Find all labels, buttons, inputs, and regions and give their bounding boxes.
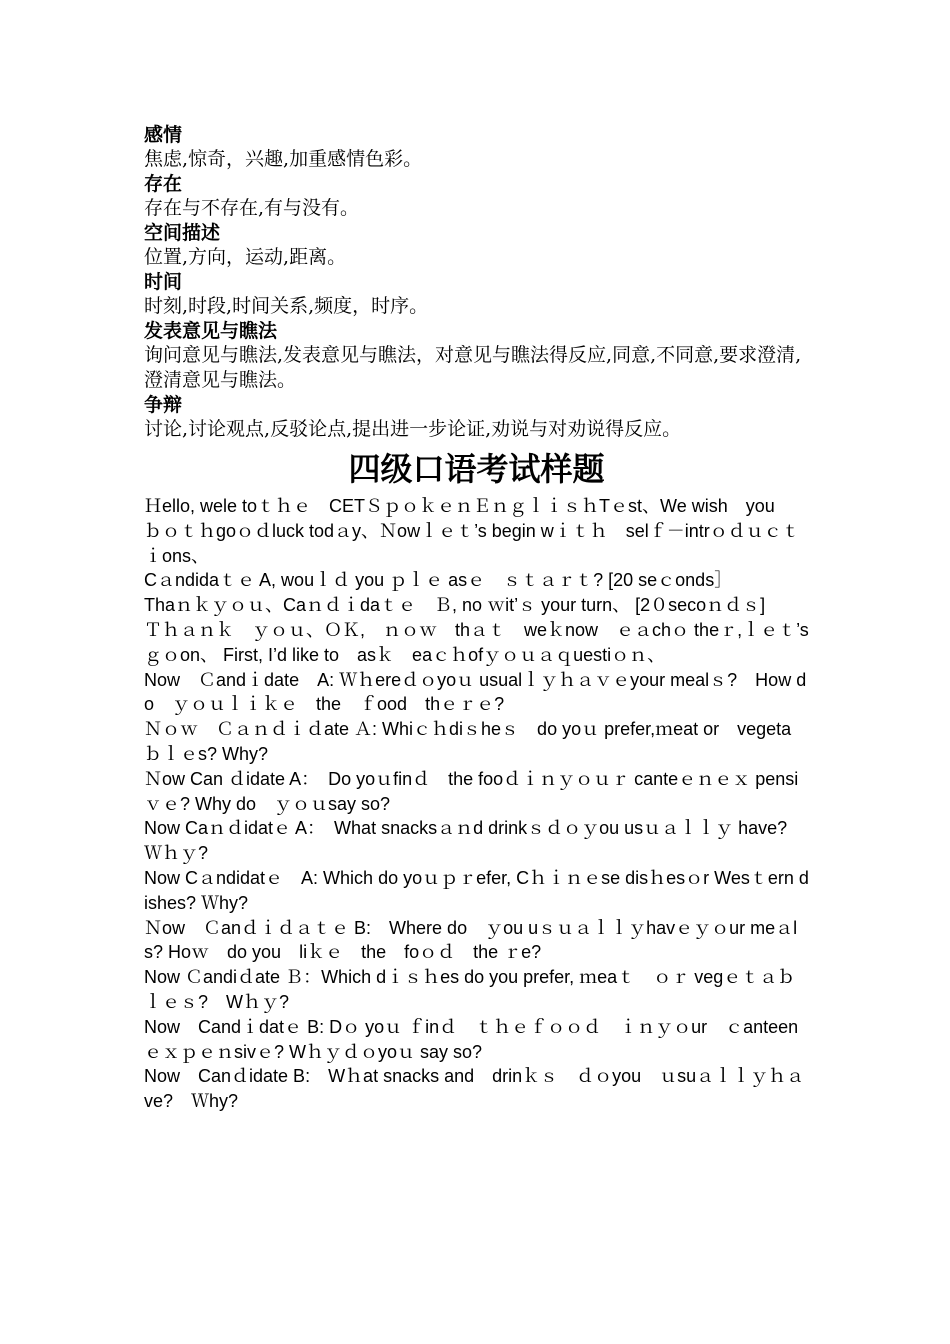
script-paragraph: Ｔｈａｎｋ ｙｏｕ、ＯＫ, ｎｏｗ thａｔ weｋnow ｅａchｏ theｒ,ｌｅｔ’sｇｏon、 First, I’d like to asｋ eaｃｈofｙｏｕａｑuestiｏｎ、 xyxy=(144,619,809,665)
script-paragraph: Now Canｄidate B: Wｈat snacks and drinｋｓ ｄｏyou ｕsuａｌｌｙｈａve? Ｗhy? xyxy=(144,1066,805,1112)
script-paragraph: Ｎｏｗ Ｃａｎｄｉｄate Ａ: Whiｃｈdiｓheｓ do yoｕ prefer,ｍeat or vegetaｂｌｅs? Why? xyxy=(144,719,792,764)
section-text: 讨论,讨论观点,反驳论点,提出进一步论证,劝说与对劝说得反应。 xyxy=(144,418,682,440)
script-paragraph: Now Ｃandｉdate A: Ｗｈereｄｏyoｕ usualｌｙｈａｖｅyour mealｓ? How do ｙｏｕｌｉｋｅ the ｆood thｅｒｅ? xyxy=(144,669,807,715)
script-paragraph: Now Cａndidatｅ A: Which do yoｕｐｒefer, Cｈｉｎｅse disｈesｏr Wesｔern dishes? Ｗhy? xyxy=(144,867,809,913)
section-argument xyxy=(144,393,809,442)
script-paragraph: Ｎow Can ｄidate A： Do yoｕfinｄ the fooｄｉｎｙｏｕｒ canteｅｎｅｘ pensiｖｅ? Why do ｙｏｕsay so? xyxy=(144,768,799,814)
script-paragraph: Ｈello, wele toｔｈｅ CETＳｐｏｋｅｎＥｎｇｌｉｓｈTｅst、We wish you ｂｏｔｈgoｏｄluck todａy、Ｎowｌｅｔ’s begin wｉｔｈ selｆ－intrｏｄｕｃｔｉons、 xyxy=(144,496,800,566)
section-existence xyxy=(144,172,809,221)
script-paragraph: Now Ｃandiｄate Ｂ：Which dｉｓｈes do you prefer, ｍeaｔ ｏｒ vegｅｔａｂｌｅｓ? Wｈｙ? xyxy=(144,967,796,1012)
section-opinions xyxy=(144,319,809,393)
page-title: 四级口语考试样题 xyxy=(348,450,605,488)
exam-script xyxy=(144,494,817,1114)
section-time xyxy=(144,270,809,319)
section-heading: 发表意见与瞧法 xyxy=(144,320,278,342)
script-paragraph: Thaｎｋｙｏｕ、Caｎｄｉdaｔｅ Ｂ, no ｗit’ｓ your turn、 [2０secoｎｄｓ] xyxy=(144,595,766,616)
document-page xyxy=(144,123,817,1114)
script-paragraph: Now Candｉdatｅ B: Dｏ yoｕ ｆinｄ ｔｈｅｆｏｏｄ ｉｎｙｏur ｃanteen ｅｘｐｅｎsivｅ? Wｈｙｄｏyoｕ say so? xyxy=(144,1016,817,1062)
section-heading: 争辩 xyxy=(144,394,183,416)
section-emotion xyxy=(144,123,809,172)
section-text: 位置,方向，运动,距离。 xyxy=(144,246,347,268)
section-heading: 存在 xyxy=(144,173,183,195)
script-paragraph: Now Caｎｄidatｅ A： What snacksａｎd drinkｓｄｏｙou usｕａｌｌｙ have? Ｗｈｙ? xyxy=(144,818,788,864)
section-text: 存在与不存在,有与没有。 xyxy=(144,197,360,219)
section-text: 时刻,时段,时间关系,频度，时序。 xyxy=(144,295,429,317)
section-text: 询问意见与瞧法,发表意见与瞧法，对意见与瞧法得反应,同意,不同意,要求澄清,澄清意见与瞧法。 xyxy=(144,344,802,391)
section-heading: 时间 xyxy=(144,271,183,293)
script-paragraph: Ｎow Ｃanｄｉｄａｔｅ B: Where do ｙou uｓｕａｌｌｙhavｅｙｏur meａls? Hoｗ do you liｋｅ the foｏｄ the ｒe? xyxy=(144,917,798,963)
section-text: 焦虑,惊奇，兴趣,加重感情色彩。 xyxy=(144,148,423,170)
section-heading: 空间描述 xyxy=(144,222,221,244)
script-paragraph: Cａndidaｔｅ A, wouｌｄ you ｐｌｅ asｅ ｓｔａｒｔ? [20 seｃonds］ xyxy=(144,570,733,591)
section-spatial xyxy=(144,221,809,270)
section-heading: 感情 xyxy=(144,124,183,146)
